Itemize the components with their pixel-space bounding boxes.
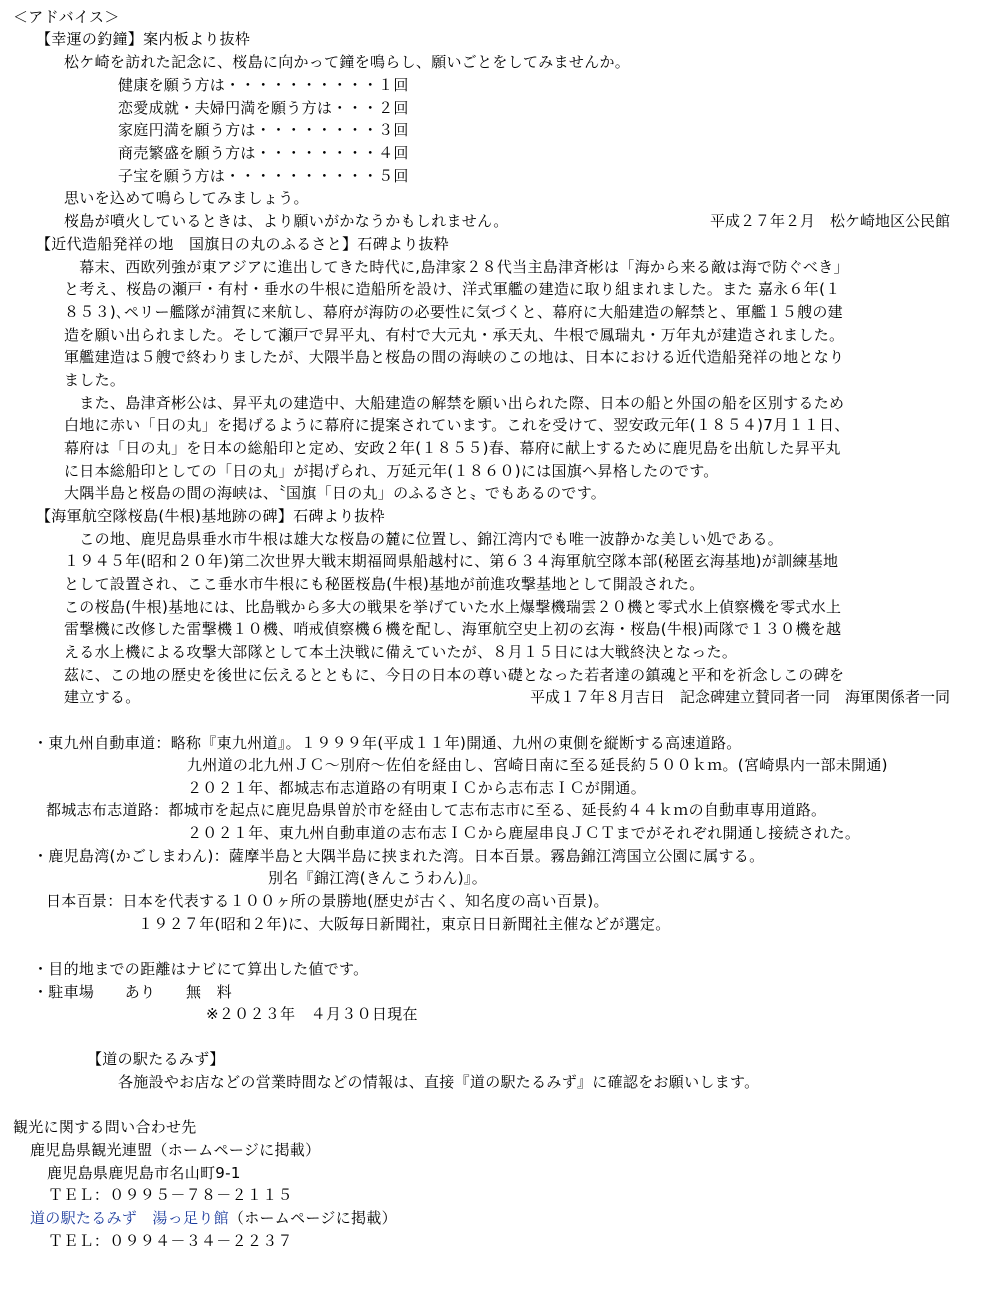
note-hyakkei: 日本百景：日本を代表する１００ヶ所の景勝地(歴史が古く、知名度の高い百景)。	[46, 892, 609, 910]
bell-item: 子宝を願う方は・・・・・・・・・・５回	[118, 167, 409, 185]
note-hyakkei: １９２７年(昭和２年)に、大阪毎日新聞社，東京日日新聞社主催などが選定。	[138, 915, 671, 933]
bell-item: 健康を願う方は・・・・・・・・・・１回	[118, 76, 409, 94]
contact-org2-suffix: （ホームページに掲載）	[228, 1209, 397, 1227]
shipbuilding-line: 大隅半島と桜島の間の海峡は、〝国旗「日の丸」のふるさと〟でもあるのです。	[64, 484, 607, 502]
naval-title: 【海軍航空隊桜島(牛根)基地跡の碑】石碑より抜枠	[36, 507, 385, 525]
shipbuilding-line: ８５３)､ペリー艦隊が浦賀に来航し、幕府が海防の必要性に気づくと、幕府に大船建造の解禁と、軍艦１５艘の建	[64, 303, 843, 321]
michinoeki-title: 【道の駅たるみず】	[87, 1050, 225, 1068]
bell-signature: 平成２７年２月 松ケ崎地区公民館	[709, 212, 950, 230]
note-higashikyushu: ２０２１年、都城志布志道路の有明東ＩＣから志布志ＩＣが開通。	[187, 779, 647, 797]
bell-item: 家庭円満を願う方は・・・・・・・・３回	[118, 121, 409, 139]
note-higashikyushu: ・東九州自動車道：略称『東九州道』。１９９９年(平成１１年)開通、九州の東側を縦断する高速道路。	[33, 734, 742, 752]
bell-item: 商売繁盛を願う方は・・・・・・・・４回	[118, 144, 409, 162]
note-kagoshima-bay: ・鹿児島湾(かごしまわん)：薩摩半島と大隅半島に挟まれた湾。日本百景。霧島錦江湾国立公園に属する。	[33, 847, 765, 865]
shipbuilding-title: 【近代造船発祥の地 国旗日の丸のふるさと】石碑より抜粋	[36, 235, 450, 253]
bell-item: 恋愛成就・夫婦円満を願う方は・・・２回	[118, 99, 409, 117]
shipbuilding-line: 幕末、西欧列強が東アジアに進出してきた時代に,島津家２８代当主島津斉彬は「海から来る敵は海で防ぐべき」	[64, 258, 849, 276]
naval-line: １９４５年(昭和２０年)第二次世界大戦末期福岡県船越村に、第６３４海軍航空隊本部(秘匿玄海基地)が訓練基地	[64, 552, 839, 570]
note-higashikyushu: 九州道の北九州ＪＣ～別府～佐伯を経由し、宮崎日南に至る延長約５００ｋｍ。(宮崎県内一部未開通)	[187, 756, 888, 774]
contact-tel2: ＴＥＬ：０９９４－３４－２２３７	[48, 1232, 293, 1250]
shipbuilding-line: ました。	[64, 371, 126, 389]
naval-last-line: 建立する。	[64, 688, 141, 706]
note-parking: ・駐車場 あり 無 料	[33, 983, 232, 1001]
note-miyakonojo: 都城志布志道路：都城市を起点に鹿児島県曽於市を経由して志布志市に至る、延長約４４ｋｍの自動車専用道路。	[46, 801, 827, 819]
contact-heading: 観光に関する問い合わせ先	[13, 1118, 197, 1136]
naval-line: この地、鹿児島県垂水市牛根は雄大な桜島の麓に位置し、錦江湾内でも唯一波静かな美しい処である。	[64, 530, 784, 548]
michinoeki-text: 各施設やお店などの営業時間などの情報は、直接『道の駅たるみず』に確認をお願いします。	[118, 1073, 760, 1091]
contact-org1: 鹿児島県観光連盟（ホームページに掲載）	[30, 1141, 321, 1159]
note-as-of: ※２０２３年 ４月３０日現在	[206, 1005, 418, 1023]
note-distance: ・目的地までの距離はナビにて算出した値です。	[33, 960, 369, 978]
note-miyakonojo: ２０２１年、東九州自動車道の志布志ＩＣから鹿屋串良ＪＣＴまでがそれぞれ開通し接続された。	[187, 824, 861, 842]
naval-line: 茲に、この地の歴史を後世に伝えるとともに、今日の日本の尊い礎となった若者達の鎮魂と平和を祈念しこの碑を	[64, 666, 845, 684]
shipbuilding-line: に日本総船印としての「日の丸」が掲げられ、万延元年(１８６０)には国旗へ昇格したのです。	[64, 462, 719, 480]
shipbuilding-line: 白地に赤い「日の丸」を掲げるように幕府に提案されています。これを受けて、翌安政元年(１８５４)7月１１日、	[64, 416, 850, 434]
shipbuilding-line: 造を願い出られました。そして瀬戸で昇平丸、有村で大元丸・承天丸、牛根で鳳瑞丸・万年丸が建造されました。	[64, 326, 845, 344]
shipbuilding-line: 幕府は「日の丸」を日本の総船印と定め、安政２年(１８５５)春、幕府に献上するために鹿児島を出航した昇平丸	[64, 439, 841, 457]
naval-line: 雷撃機に改修した雷撃機１０機、哨戒偵察機６機を配し、海軍航空史上初の玄海・桜島(牛根)両隊で１３０機を越	[64, 620, 842, 638]
naval-line: える水上機による攻撃大部隊として本土決戦に備えていたが、８月１５日には大戦終決となった。	[64, 643, 738, 661]
contact-address1: 鹿児島県鹿児島市名山町9-1	[47, 1164, 241, 1182]
bell-intro: 松ケ崎を訪れた記念に、桜島に向かって鐘を鳴らし、願いごとをしてみませんか。	[64, 53, 631, 71]
contact-org2	[30, 1207, 397, 1229]
bell-title: 【幸運の釣鐘】案内板より抜枠	[36, 30, 251, 48]
contact-tel1: ＴＥＬ：０９９５－７８－２１１５	[48, 1186, 293, 1204]
advice-heading: ＜アドバイス＞	[13, 8, 120, 26]
naval-line: として設置され、ここ垂水市牛根にも秘匿桜島(牛根)基地が前進攻撃基地として開設された。	[64, 575, 705, 593]
shipbuilding-line: と考え、桜島の瀬戸・有村・垂水の牛根に造船所を設け、洋式軍艦の建造に取り組まれました。また 嘉永６年(１	[64, 280, 841, 298]
bell-outro: 思いを込めて鳴らしてみましょう。	[64, 189, 309, 207]
naval-line: この桜島(牛根)基地には、比島戦から多大の戦果を挙げていた水上爆撃機瑞雲２０機と零式水上偵察機を零式水上	[64, 598, 842, 616]
naval-signature: 平成１７年８月吉日 記念碑建立賛同者一同 海軍関係者一同	[529, 688, 950, 706]
shipbuilding-line: 軍艦建造は５艘で終わりましたが、大隈半島と桜島の間の海峡のこの地は、日本における近代造船発祥の地となり	[64, 348, 845, 366]
shipbuilding-line: また、島津斉彬公は、昇平丸の建造中、大船建造の解禁を願い出られた際、日本の船と外国の船を区別するため	[64, 394, 845, 412]
bell-outro: 桜島が噴火しているときは、より願いがかなうかもしれません。	[64, 212, 509, 230]
contact-org2-link[interactable]: 道の駅たるみず 湯っ足り館	[30, 1209, 229, 1227]
note-kagoshima-bay: 別名『錦江湾(きんこうわん)』。	[268, 869, 488, 887]
